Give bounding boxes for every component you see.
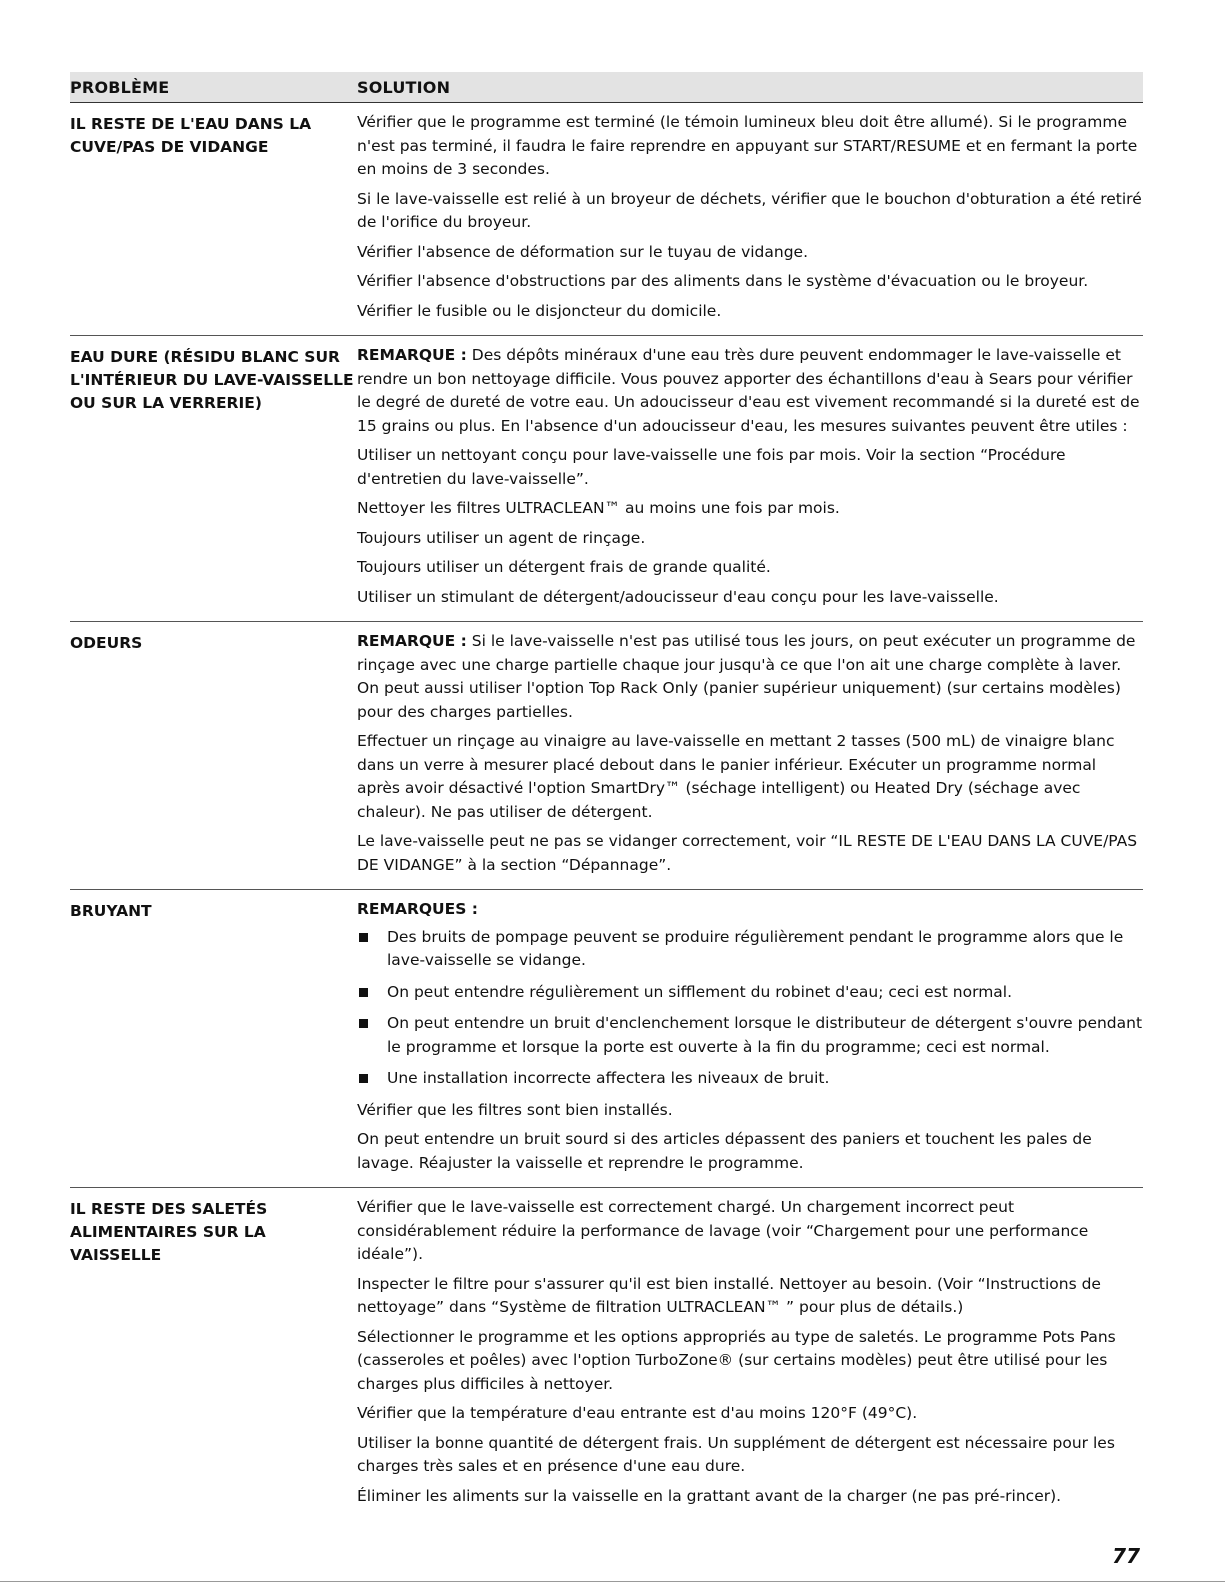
table-header (70, 72, 1143, 103)
solution-paragraph: Sélectionner le programme et les options appropriés au type de saletés. Le programme Pots Pans (casseroles et poêles) avec l'option TurboZone® (sur certains modèles) peut être utilisé pour les charges plus difficiles à nettoyer. (357, 1327, 1116, 1393)
solution-paragraph: Vérifier l'absence de déformation sur le tuyau de vidange. (357, 242, 809, 261)
note-paragraph (357, 344, 1143, 438)
solution-paragraph: Le lave-vaisselle peut ne pas se vidanger correctement, voir “IL RESTE DE L'EAU DANS LA CUVE/PAS DE VIDANGE” à la section “Dépannage”. (357, 832, 1138, 874)
list-item: On peut entendre un bruit d'enclenchement lorsque le distributeur de détergent s'ouvre pendant le programme et lorsque la porte est ouverte à la fin du programme; ceci est normal. (357, 1012, 1143, 1059)
bottom-divider (0, 1581, 1225, 1582)
solution-paragraph: Vérifier que le programme est terminé (le témoin lumineux bleu doit être allumé). Si le programme n'est pas terminé, il faudra le faire reprendre en appuyant sur START/RESUME et en fermant la porte en moins de 3 secondes. (357, 113, 1138, 178)
header-solution: SOLUTION (357, 77, 451, 97)
list-item: On peut entendre régulièrement un sifflement du robinet d'eau; ceci est normal. (357, 981, 1143, 1005)
problem-cell: EAU DURE (RÉSIDU BLANC SUR L'INTÉRIEUR DU LAVE-VAISSELLE OU SUR LA VERRERIE) (70, 348, 354, 412)
note-label: REMARQUE : (357, 632, 467, 650)
note-paragraph (357, 630, 1143, 724)
solution-cell (357, 111, 1143, 329)
table-row (70, 103, 1143, 336)
solution-paragraph: On peut entendre un bruit sourd si des articles dépassent des paniers et touchent les pales de lavage. Réajuster la vaisselle et reprendre le programme. (357, 1130, 1092, 1172)
solution-paragraph: Si le lave-vaisselle est relié à un broyeur de déchets, vérifier que le bouchon d'obturation a été retiré de l'orifice du broyeur. (357, 189, 1142, 231)
solution-paragraph: Effectuer un rinçage au vinaigre au lave-vaisselle en mettant 2 tasses (500 mL) de vinaigre blanc dans un verre à mesurer placé debout dans le panier inférieur. Exécuter un programme normal après avoir désactivé l'option SmartDry™ (séchage intelligent) ou Heated Dry (séchage avec chaleur). Ne pas utiliser de détergent. (357, 732, 1115, 821)
list-item: Une installation incorrecte affectera les niveaux de bruit. (357, 1067, 1143, 1091)
solution-cell (357, 1196, 1143, 1514)
solution-paragraph: Toujours utiliser un détergent frais de grande qualité. (357, 558, 771, 576)
remarks-list (357, 926, 1143, 1091)
solution-paragraph: Utiliser un nettoyant conçu pour lave-vaisselle une fois par mois. Voir la section “Procédure d'entretien du lave-vaisselle”. (357, 446, 1066, 488)
page-number: 77 (1112, 1544, 1140, 1568)
solution-paragraph: Vérifier l'absence d'obstructions par des aliments dans le système d'évacuation ou le broyeur. (357, 272, 1089, 290)
solution-paragraph: Nettoyer les filtres ULTRACLEAN™ au moins une fois par mois. (357, 499, 840, 517)
solution-paragraph: Utiliser la bonne quantité de détergent frais. Un supplément de détergent est nécessaire pour les charges très sales et en présence d'une eau dure. (357, 1433, 1115, 1475)
table-row (70, 1188, 1143, 1520)
solution-cell (357, 344, 1143, 615)
solution-paragraph: Vérifier que les filtres sont bien installés. (357, 1100, 673, 1119)
troubleshooting-table (70, 72, 1143, 1520)
solution-paragraph: Vérifier que le lave-vaisselle est correctement chargé. Un chargement incorrect peut considérablement réduire la performance de lavage (voir “Chargement pour une performance idéale”). (357, 1198, 1089, 1263)
problem-cell: IL RESTE DE L'EAU DANS LA CUVE/PAS DE VIDANGE (70, 115, 312, 156)
header-problem: PROBLÈME (70, 77, 170, 97)
solution-cell (357, 630, 1143, 883)
remarks-label: REMARQUES : (357, 900, 478, 918)
note-text: Des dépôts minéraux d'une eau très dure peuvent endommager le lave-vaisselle et rendre un bon nettoyage difficile. Vous pouvez apporter des échantillons d'eau à Sears pour vérifier le degré de dureté de votre eau. Un adoucisseur d'eau est vivement recommandé si la dureté est de 15 grains ou plus. En l'absence d'un adoucisseur d'eau, les mesures suivantes peuvent être utiles : (357, 346, 1140, 435)
solution-paragraph: Vérifier le fusible ou le disjoncteur du domicile. (357, 301, 722, 320)
solution-paragraph: Inspecter le filtre pour s'assurer qu'il est bien installé. Nettoyer au besoin. (Voir “Instructions de nettoyage” dans “Système de filtration ULTRACLEAN™ ” pour plus de détails.) (357, 1274, 1101, 1316)
table-row (70, 890, 1143, 1188)
solution-paragraph: Éliminer les aliments sur la vaisselle en la grattant avant de la charger (ne pas pré-rincer). (357, 1486, 1062, 1505)
problem-cell: IL RESTE DES SALETÉS ALIMENTAIRES SUR LA VAISSELLE (70, 1200, 268, 1264)
problem-cell: ODEURS (70, 634, 143, 652)
list-item: Des bruits de pompage peuvent se produire régulièrement pendant le programme alors que le lave-vaisselle se vidange. (357, 926, 1143, 973)
solution-paragraph: Vérifier que la température d'eau entrante est d'au moins 120°F (49°C). (357, 1404, 918, 1422)
solution-paragraph: Utiliser un stimulant de détergent/adoucisseur d'eau conçu pour les lave-vaisselle. (357, 587, 999, 606)
note-text: Si le lave-vaisselle n'est pas utilisé tous les jours, on peut exécuter un programme de rinçage avec une charge partielle chaque jour jusqu'à ce que l'on ait une charge complète à laver. On peut aussi utiliser l'option Top Rack Only (panier supérieur uniquement) (sur certains modèles) pour des charges partielles. (357, 632, 1136, 721)
solution-paragraph: Toujours utiliser un agent de rinçage. (357, 528, 646, 547)
solution-cell (357, 898, 1143, 1181)
table-row (70, 336, 1143, 622)
table-row (70, 622, 1143, 890)
problem-cell: BRUYANT (70, 902, 152, 920)
note-label: REMARQUE : (357, 346, 467, 364)
